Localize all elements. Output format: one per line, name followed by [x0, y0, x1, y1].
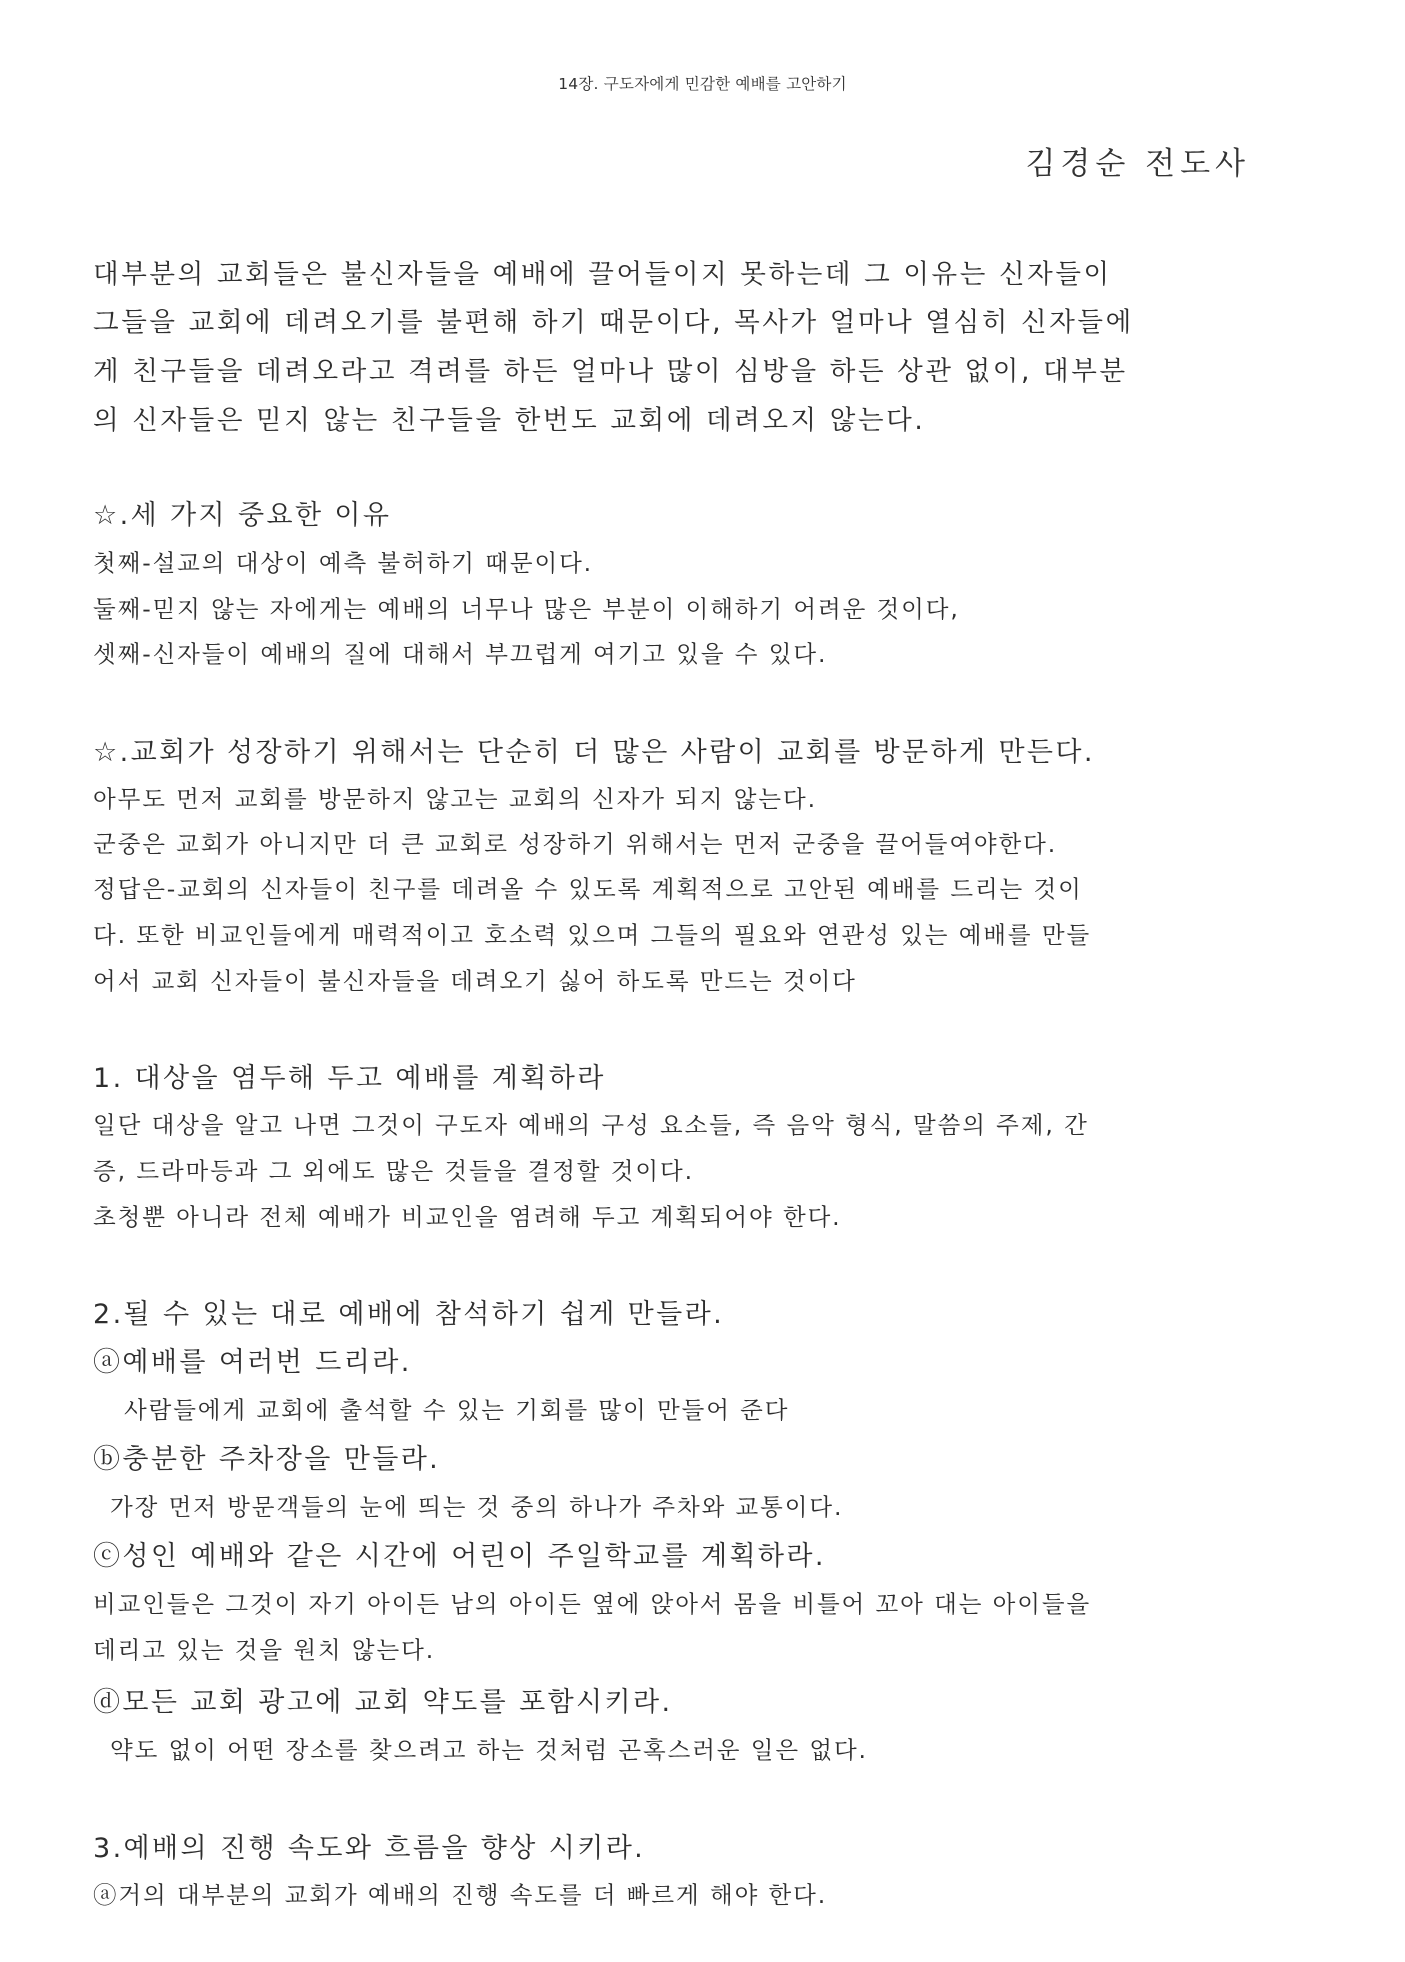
section-heading-growth: ☆.교회가 성장하기 위해서는 단순히 더 많은 사람이 교회를 방문하게 만든다.	[93, 737, 1095, 768]
subheading-2b: ⓑ충분한 주차장을 만들라.	[93, 1444, 441, 1475]
reason-line: 둘째-믿지 않는 자에게는 예배의 너무나 많은 부분이 이해하기 어려운 것이다,	[93, 595, 960, 623]
growth-line: 어서 교회 신자들이 불신자들을 데려오기 싫어 하도록 만드는 것이다	[93, 967, 857, 995]
section-2d-line: 약도 없이 어떤 장소를 찾으려고 하는 것처럼 곤혹스러운 일은 없다.	[110, 1736, 868, 1764]
section-heading-reasons: ☆.세 가지 중요한 이유	[93, 500, 392, 531]
section-2c-line: 데리고 있는 것을 원치 않는다.	[93, 1636, 436, 1664]
reason-line: 셋째-신자들이 예배의 질에 대해서 부끄럽게 여기고 있을 수 있다.	[93, 640, 828, 668]
reason-line: 첫째-설교의 대상이 예측 불허하기 때문이다.	[93, 549, 594, 577]
intro-line: 의 신자들은 믿지 않는 친구들을 한번도 교회에 데려오지 않는다.	[93, 405, 926, 436]
growth-line: 아무도 먼저 교회를 방문하지 않고는 교회의 신자가 되지 않는다.	[93, 785, 817, 813]
section-1-line: 일단 대상을 알고 나면 그것이 구도자 예배의 구성 요소들, 즉 음악 형식, 말씀의 주제, 간	[93, 1111, 1089, 1139]
growth-line: 군중은 교회가 아니지만 더 큰 교회로 성장하기 위해서는 먼저 군중을 끌어들여야한다.	[93, 830, 1058, 858]
subheading-2a: ⓐ예배를 여러번 드리라.	[93, 1347, 412, 1378]
section-2a-line: 사람들에게 교회에 출석할 수 있는 기회를 많이 만들어 준다	[124, 1396, 790, 1424]
intro-line: 그들을 교회에 데려오기를 불편해 하기 때문이다, 목사가 얼마나 열심히 신자들에	[93, 307, 1134, 338]
page-title: 14장. 구도자에게 민감한 예배를 고안하기	[558, 75, 847, 93]
section-heading-1: 1. 대상을 염두해 두고 예배를 계획하라	[93, 1063, 606, 1094]
section-1-line: 증, 드라마등과 그 외에도 많은 것들을 결정할 것이다.	[93, 1157, 694, 1185]
growth-line: 정답은-교회의 신자들이 친구를 데려올 수 있도록 계획적으로 고안된 예배를 드리는 것이	[93, 875, 1083, 903]
section-heading-3: 3.예배의 진행 속도와 흐름을 향상 시키라.	[93, 1833, 646, 1864]
subheading-2c: ⓒ성인 예배와 같은 시간에 어린이 주일학교를 계획하라.	[93, 1541, 826, 1572]
intro-line: 대부분의 교회들은 불신자들을 예배에 끌어들이지 못하는데 그 이유는 신자들이	[93, 259, 1112, 290]
subheading-2d: ⓓ모든 교회 광고에 교회 약도를 포함시키라.	[93, 1687, 673, 1718]
section-3a-line: ⓐ거의 대부분의 교회가 예배의 진행 속도를 더 빠르게 해야 한다.	[93, 1881, 828, 1909]
section-2b-line: 가장 먼저 방문객들의 눈에 띄는 것 중의 하나가 주차와 교통이다.	[110, 1493, 844, 1521]
intro-line: 게 친구들을 데려오라고 격려를 하든 얼마나 많이 심방을 하든 상관 없이, 대부분	[93, 356, 1128, 387]
section-1-line: 초청뿐 아니라 전체 예배가 비교인을 염려해 두고 계획되어야 한다.	[93, 1203, 842, 1231]
section-heading-2: 2.될 수 있는 대로 예배에 참석하기 쉽게 만들라.	[93, 1299, 725, 1330]
growth-line: 다. 또한 비교인들에게 매력적이고 호소력 있으며 그들의 필요와 연관성 있는 예배를 만들	[93, 921, 1092, 949]
section-2c-line: 비교인들은 그것이 자기 아이든 남의 아이든 옆에 앉아서 몸을 비틀어 꼬아 대는 아이들을	[93, 1590, 1092, 1618]
author-name: 김경순 전도사	[1025, 146, 1250, 182]
